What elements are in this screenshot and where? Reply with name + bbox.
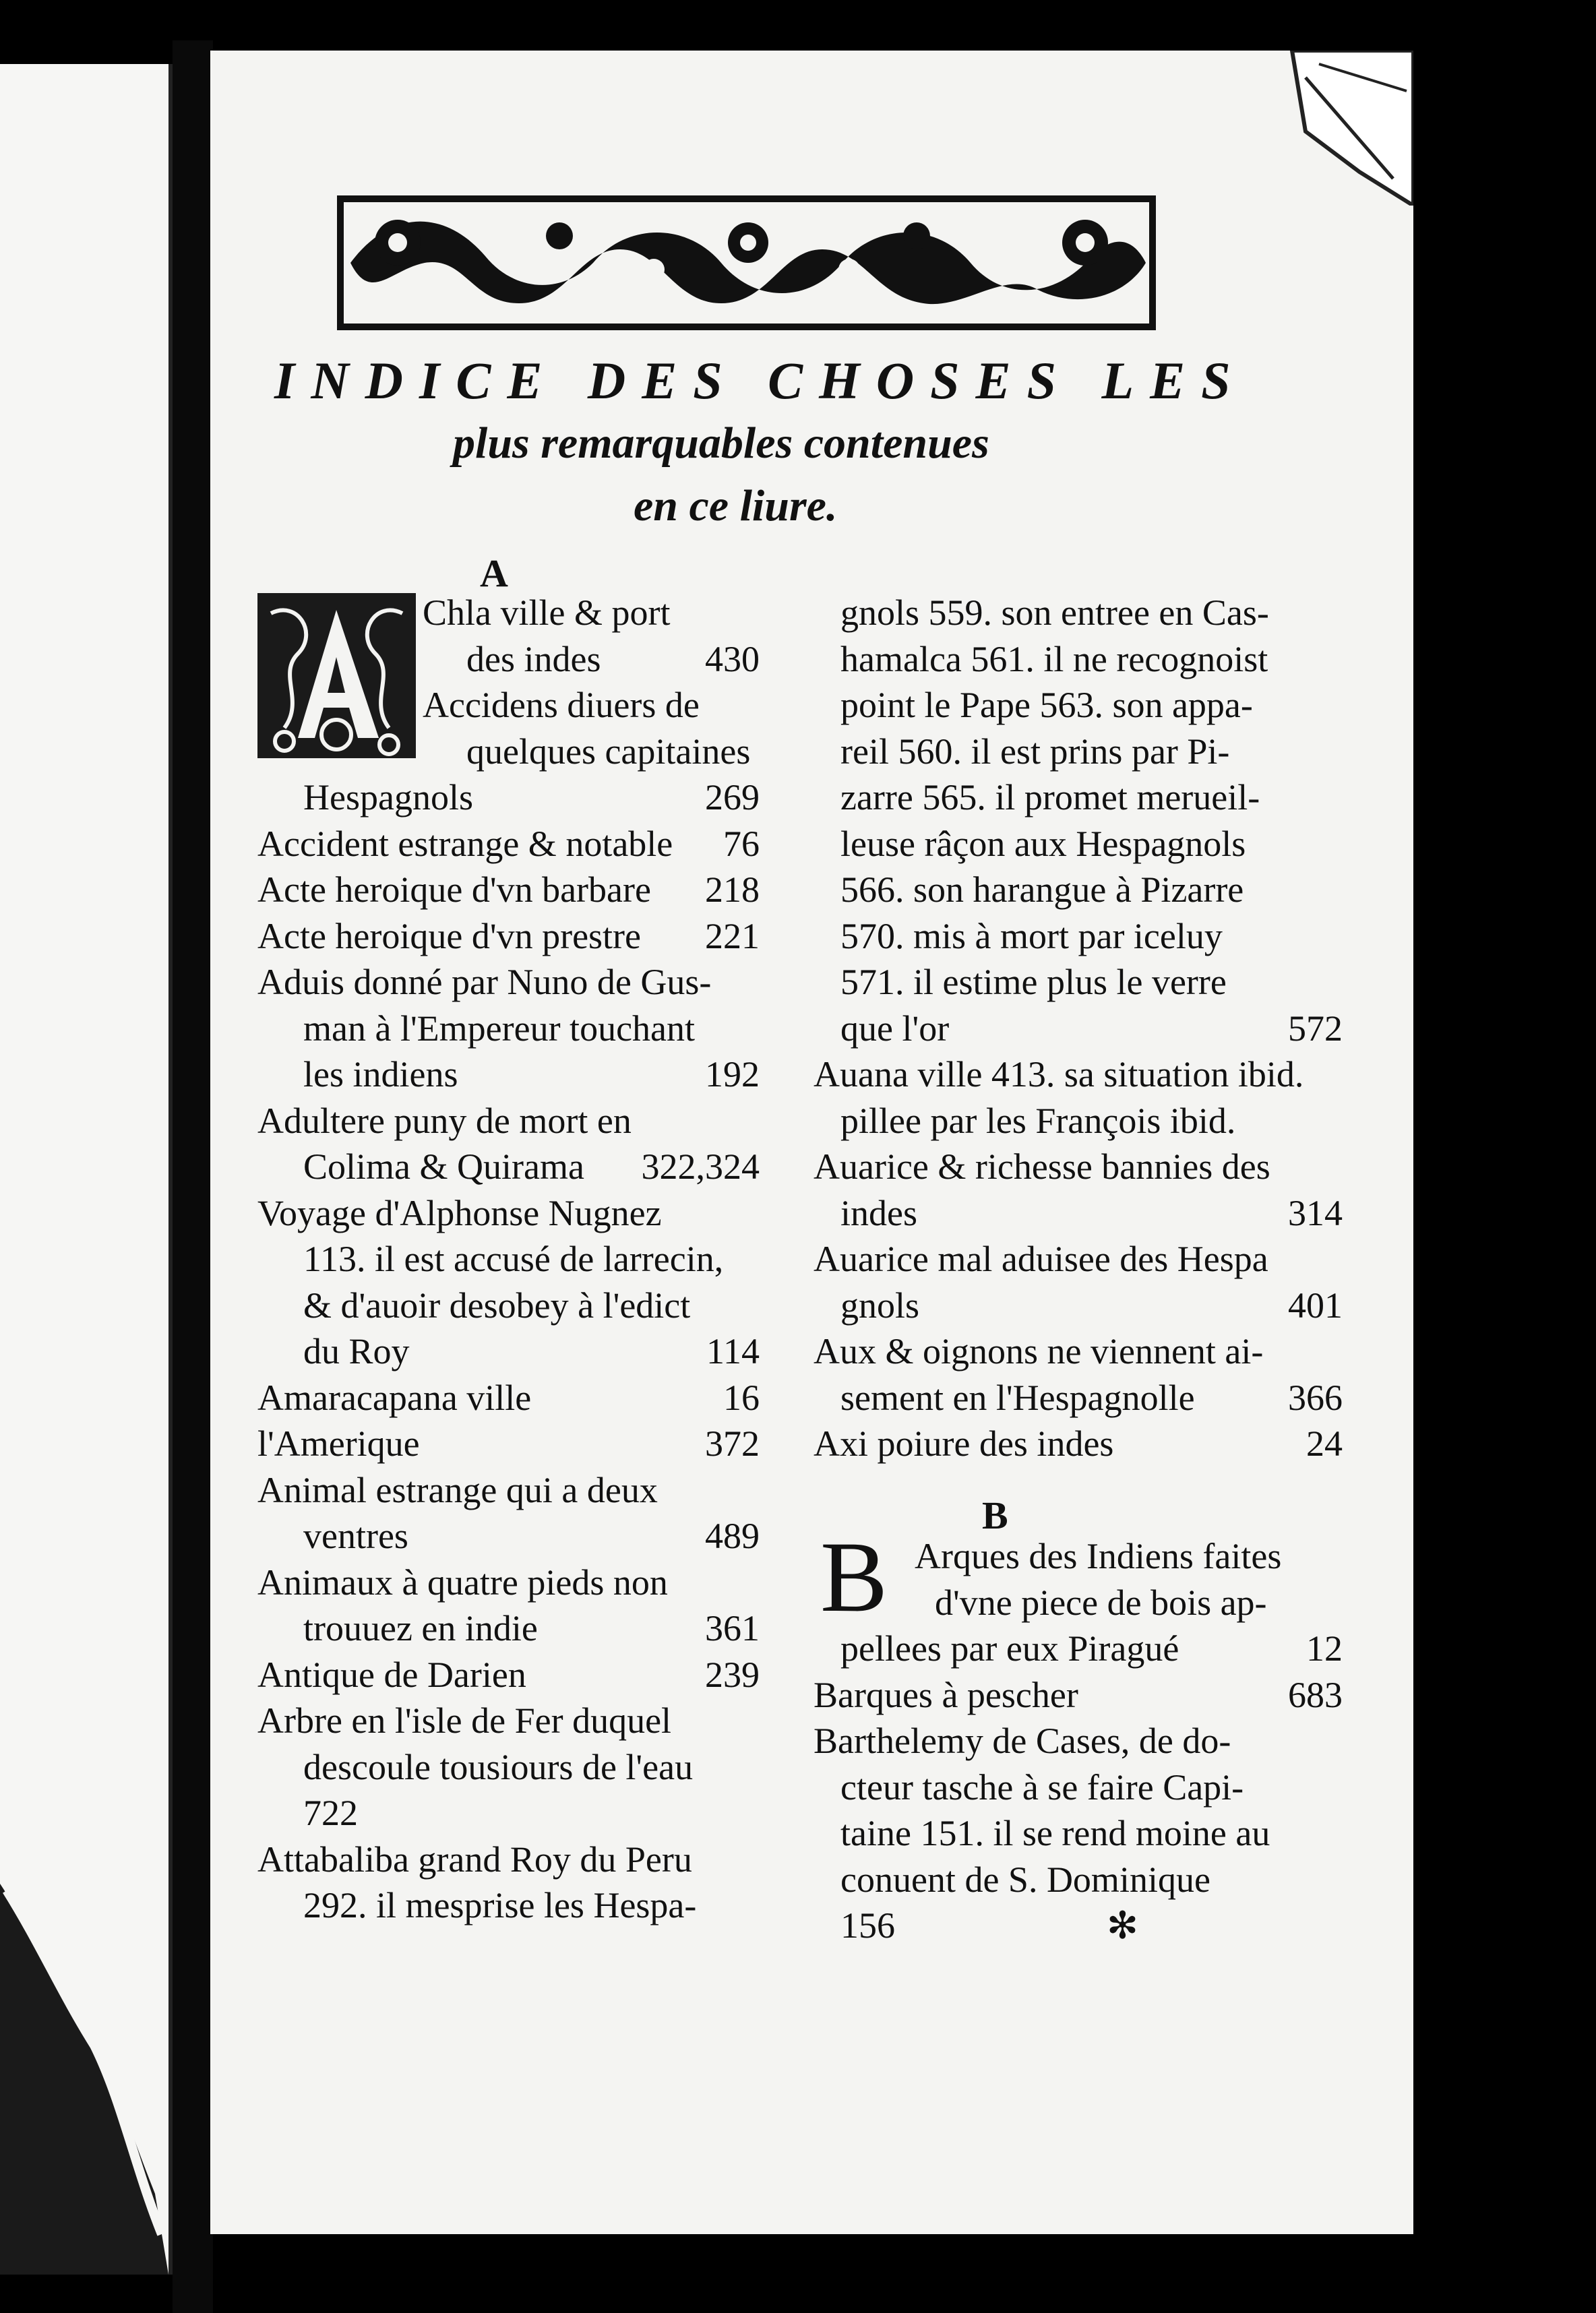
index-entry-text: Adultere puny de mort en (257, 1100, 632, 1141)
index-entry-page-number: 16 (723, 1377, 760, 1418)
index-entry-page-number: 114 (706, 1331, 760, 1371)
headpiece-ornament-icon (337, 195, 1156, 330)
index-entry-text: hamalca 561. il ne recognoist (840, 638, 1268, 679)
index-entry-text: quelques capitaines (466, 731, 751, 772)
index-entry-text: Animaux à quatre pieds non (257, 1562, 668, 1603)
index-entry-text: Aux & oignons ne viennent ai- (814, 1331, 1264, 1371)
index-entry-line (257, 590, 760, 636)
index-entry-text: cteur tasche à se faire Capi- (840, 1766, 1244, 1808)
index-entry-line (814, 729, 1343, 774)
index-title: INDICE DES CHOSES LES (274, 351, 1247, 410)
index-entry-text: Barques à pescher (814, 1674, 1078, 1715)
section-letter-a: A (480, 551, 508, 595)
index-entry-text: du Roy (303, 1331, 410, 1371)
index-entry-page-number: 322,324 (641, 1146, 760, 1187)
index-entry-line (814, 1328, 1343, 1374)
index-entry-page-number: 269 (705, 777, 760, 818)
index-entry-page-number: 489 (705, 1516, 760, 1556)
index-entry-text: 292. il mesprise les Hespa- (303, 1885, 697, 1925)
index-entry-text: 722 (303, 1793, 358, 1833)
index-entry-line (814, 1718, 1343, 1764)
index-entry-text: descoule tousiours de l'eau (303, 1746, 694, 1787)
index-entry-text: Voyage d'Alphonse Nugnez (257, 1192, 662, 1233)
index-entry-line (814, 774, 1343, 820)
index-entry-text: Acte heroique d'vn prestre (257, 915, 642, 956)
index-entry-line (257, 1560, 760, 1605)
index-entry-line (257, 1790, 760, 1836)
section-letter-b: B (982, 1493, 1008, 1537)
index-entry-page-number: 76 (723, 823, 760, 864)
index-entry-text: sement en l'Hespagnolle (840, 1377, 1195, 1418)
index-subtitle-end: en ce liure. (634, 481, 838, 530)
index-entry-line (257, 636, 760, 682)
index-entry-text: 571. il estime plus le verre (840, 962, 1227, 1002)
index-entry-line (257, 1051, 760, 1097)
index-entry-text: man à l'Empereur touchant (303, 1008, 696, 1049)
index-entry-line (257, 1744, 760, 1790)
index-entry-text: pillee par les François ibid. (840, 1100, 1236, 1141)
index-entry-text: Auarice mal aduisee des Hespa (814, 1239, 1268, 1279)
index-entry-text: Accidens diuers de (423, 685, 700, 725)
index-entry-text: 156 (840, 1905, 895, 1946)
index-entry-text: que l'or (840, 1008, 950, 1049)
index-entry-line (814, 1421, 1343, 1467)
index-page (210, 51, 1413, 2234)
index-entry-text: point le Pape 563. son appa- (840, 685, 1253, 725)
index-entry-line (257, 1421, 760, 1467)
index-entry-line (257, 959, 760, 1005)
index-entry-text: reil 560. il est prins par Pi- (840, 731, 1230, 772)
index-entry-text: conuent de S. Dominique (840, 1859, 1210, 1900)
index-entry-line (257, 1837, 760, 1882)
index-entry-text: Aduis donné par Nuno de Gus- (257, 962, 712, 1002)
index-entry-line (814, 1006, 1343, 1051)
index-entry-text: des indes (466, 638, 601, 679)
index-entry-page-number: 430 (705, 638, 760, 679)
index-entry-text: indes (840, 1192, 917, 1233)
index-entry-line (257, 1328, 760, 1374)
index-entry-line (814, 1190, 1343, 1236)
index-entry-page-number: 239 (705, 1654, 760, 1695)
index-entry-line (257, 821, 760, 867)
index-entry-line (814, 1236, 1343, 1282)
index-entry-line (257, 1605, 760, 1651)
index-entry-text: d'vne piece de bois ap- (935, 1582, 1267, 1623)
index-entry-line (814, 1672, 1343, 1718)
index-entry-line (814, 1857, 1343, 1903)
index-entry-text: Colima & Quirama (303, 1146, 584, 1187)
index-entry-text: Antique de Darien (257, 1654, 526, 1695)
index-entry-text: Arbre en l'isle de Fer duquel (257, 1700, 672, 1741)
index-entry-line (257, 867, 760, 913)
index-entry-text: 566. son harangue à Pizarre (840, 869, 1244, 910)
index-entry-text: Arques des Indiens faites (915, 1536, 1282, 1576)
index-entry-text: Hespagnols (303, 777, 473, 818)
index-entry-text: zarre 565. il promet merueil- (840, 777, 1260, 818)
index-entry-line (814, 821, 1343, 867)
index-entry-line (257, 729, 760, 774)
index-entry-line (257, 1098, 760, 1144)
index-entry-line (257, 1236, 760, 1282)
index-entry-text: gnols 559. son entree en Cas- (840, 592, 1269, 633)
index-entry-page-number: 372 (705, 1423, 760, 1464)
index-entry-line (814, 1051, 1343, 1097)
index-entry-text: Auana ville 413. sa situation ibid. (814, 1054, 1304, 1094)
index-entry-line (814, 590, 1343, 636)
index-entry-line (814, 1283, 1343, 1328)
index-entry-text: Attabaliba grand Roy du Peru (257, 1839, 692, 1880)
index-entry-line (814, 1764, 1343, 1810)
index-entry-line (257, 1652, 760, 1698)
index-entry-text: Axi poiure des indes (814, 1423, 1114, 1464)
index-entry-line (814, 1810, 1343, 1856)
index-entry-line (257, 1375, 760, 1421)
fleuron-ornament-icon: ✻ (1107, 1905, 1138, 1947)
index-entry-text: les indiens (303, 1054, 458, 1094)
index-entry-line (814, 913, 1343, 959)
index-entry-text: leuse râçon aux Hespagnols (840, 823, 1246, 864)
index-entry-page-number: 218 (705, 869, 760, 910)
index-entry-line (814, 867, 1343, 913)
initial-b: B (820, 1521, 888, 1633)
index-entry-text: Accident estrange & notable (257, 823, 673, 864)
index-entry-page-number: 192 (705, 1054, 760, 1094)
index-entry-text: Animal estrange qui a deux (257, 1469, 658, 1510)
index-entry-text: Amaracapana ville (257, 1377, 532, 1418)
index-entry-line (257, 774, 760, 820)
index-entry-line (257, 1698, 760, 1744)
index-entry-text: trouuez en indie (303, 1608, 538, 1648)
index-entry-line (814, 1903, 1343, 1948)
index-entry-text: gnols (840, 1285, 920, 1326)
index-entry-line (814, 1375, 1343, 1421)
index-entry-text: Acte heroique d'vn barbare (257, 869, 651, 910)
index-entry-text: & d'auoir desobey à l'edict (303, 1285, 691, 1326)
index-entry-line (257, 1190, 760, 1236)
index-entry-line (814, 1098, 1343, 1144)
index-entry-line (814, 682, 1343, 728)
index-entry-line (257, 1006, 760, 1051)
index-entry-page-number: 314 (1288, 1192, 1343, 1233)
index-entry-text: ventres (303, 1516, 408, 1556)
index-entry-line (257, 682, 760, 728)
index-subtitle: plus remarquables contenues (453, 419, 989, 468)
index-entry-line (257, 913, 760, 959)
index-entry-page-number: 24 (1306, 1423, 1343, 1464)
book-gutter (173, 40, 213, 2313)
index-entry-page-number: 12 (1306, 1628, 1343, 1669)
index-entry-text: Barthelemy de Cases, de do- (814, 1721, 1231, 1761)
index-entry-line (814, 1144, 1343, 1190)
index-entry-page-number: 361 (705, 1608, 760, 1648)
index-entry-line (257, 1513, 760, 1559)
index-entry-line (257, 1283, 760, 1328)
index-entry-text: l'Amerique (257, 1423, 420, 1464)
folded-corner-icon (1279, 51, 1413, 206)
index-entry-page-number: 572 (1288, 1008, 1343, 1049)
index-entry-line (814, 1626, 1343, 1671)
index-entry-text: 113. il est accusé de larrecin, (303, 1239, 724, 1279)
page-tear-icon (0, 1884, 168, 2275)
index-entry-line (257, 1467, 760, 1513)
index-entry-page-number: 401 (1288, 1285, 1343, 1326)
previous-page-edge (0, 64, 173, 2275)
index-entry-line (257, 1144, 760, 1190)
index-entry-page-number: 221 (705, 915, 760, 956)
index-entry-page-number: 683 (1288, 1674, 1343, 1715)
index-entry-text: pellees par eux Piragué (840, 1628, 1179, 1669)
index-entry-line (814, 959, 1343, 1005)
index-entry-text: 570. mis à mort par iceluy (840, 915, 1223, 956)
index-entry-line (257, 1882, 760, 1928)
index-entry-text: taine 151. il se rend moine au (840, 1813, 1270, 1853)
index-entry-text: Auarice & richesse bannies des (814, 1146, 1270, 1187)
index-entry-line (814, 636, 1343, 682)
index-entry-page-number: 366 (1288, 1377, 1343, 1418)
index-entry-text: Chla ville & port (423, 592, 671, 633)
